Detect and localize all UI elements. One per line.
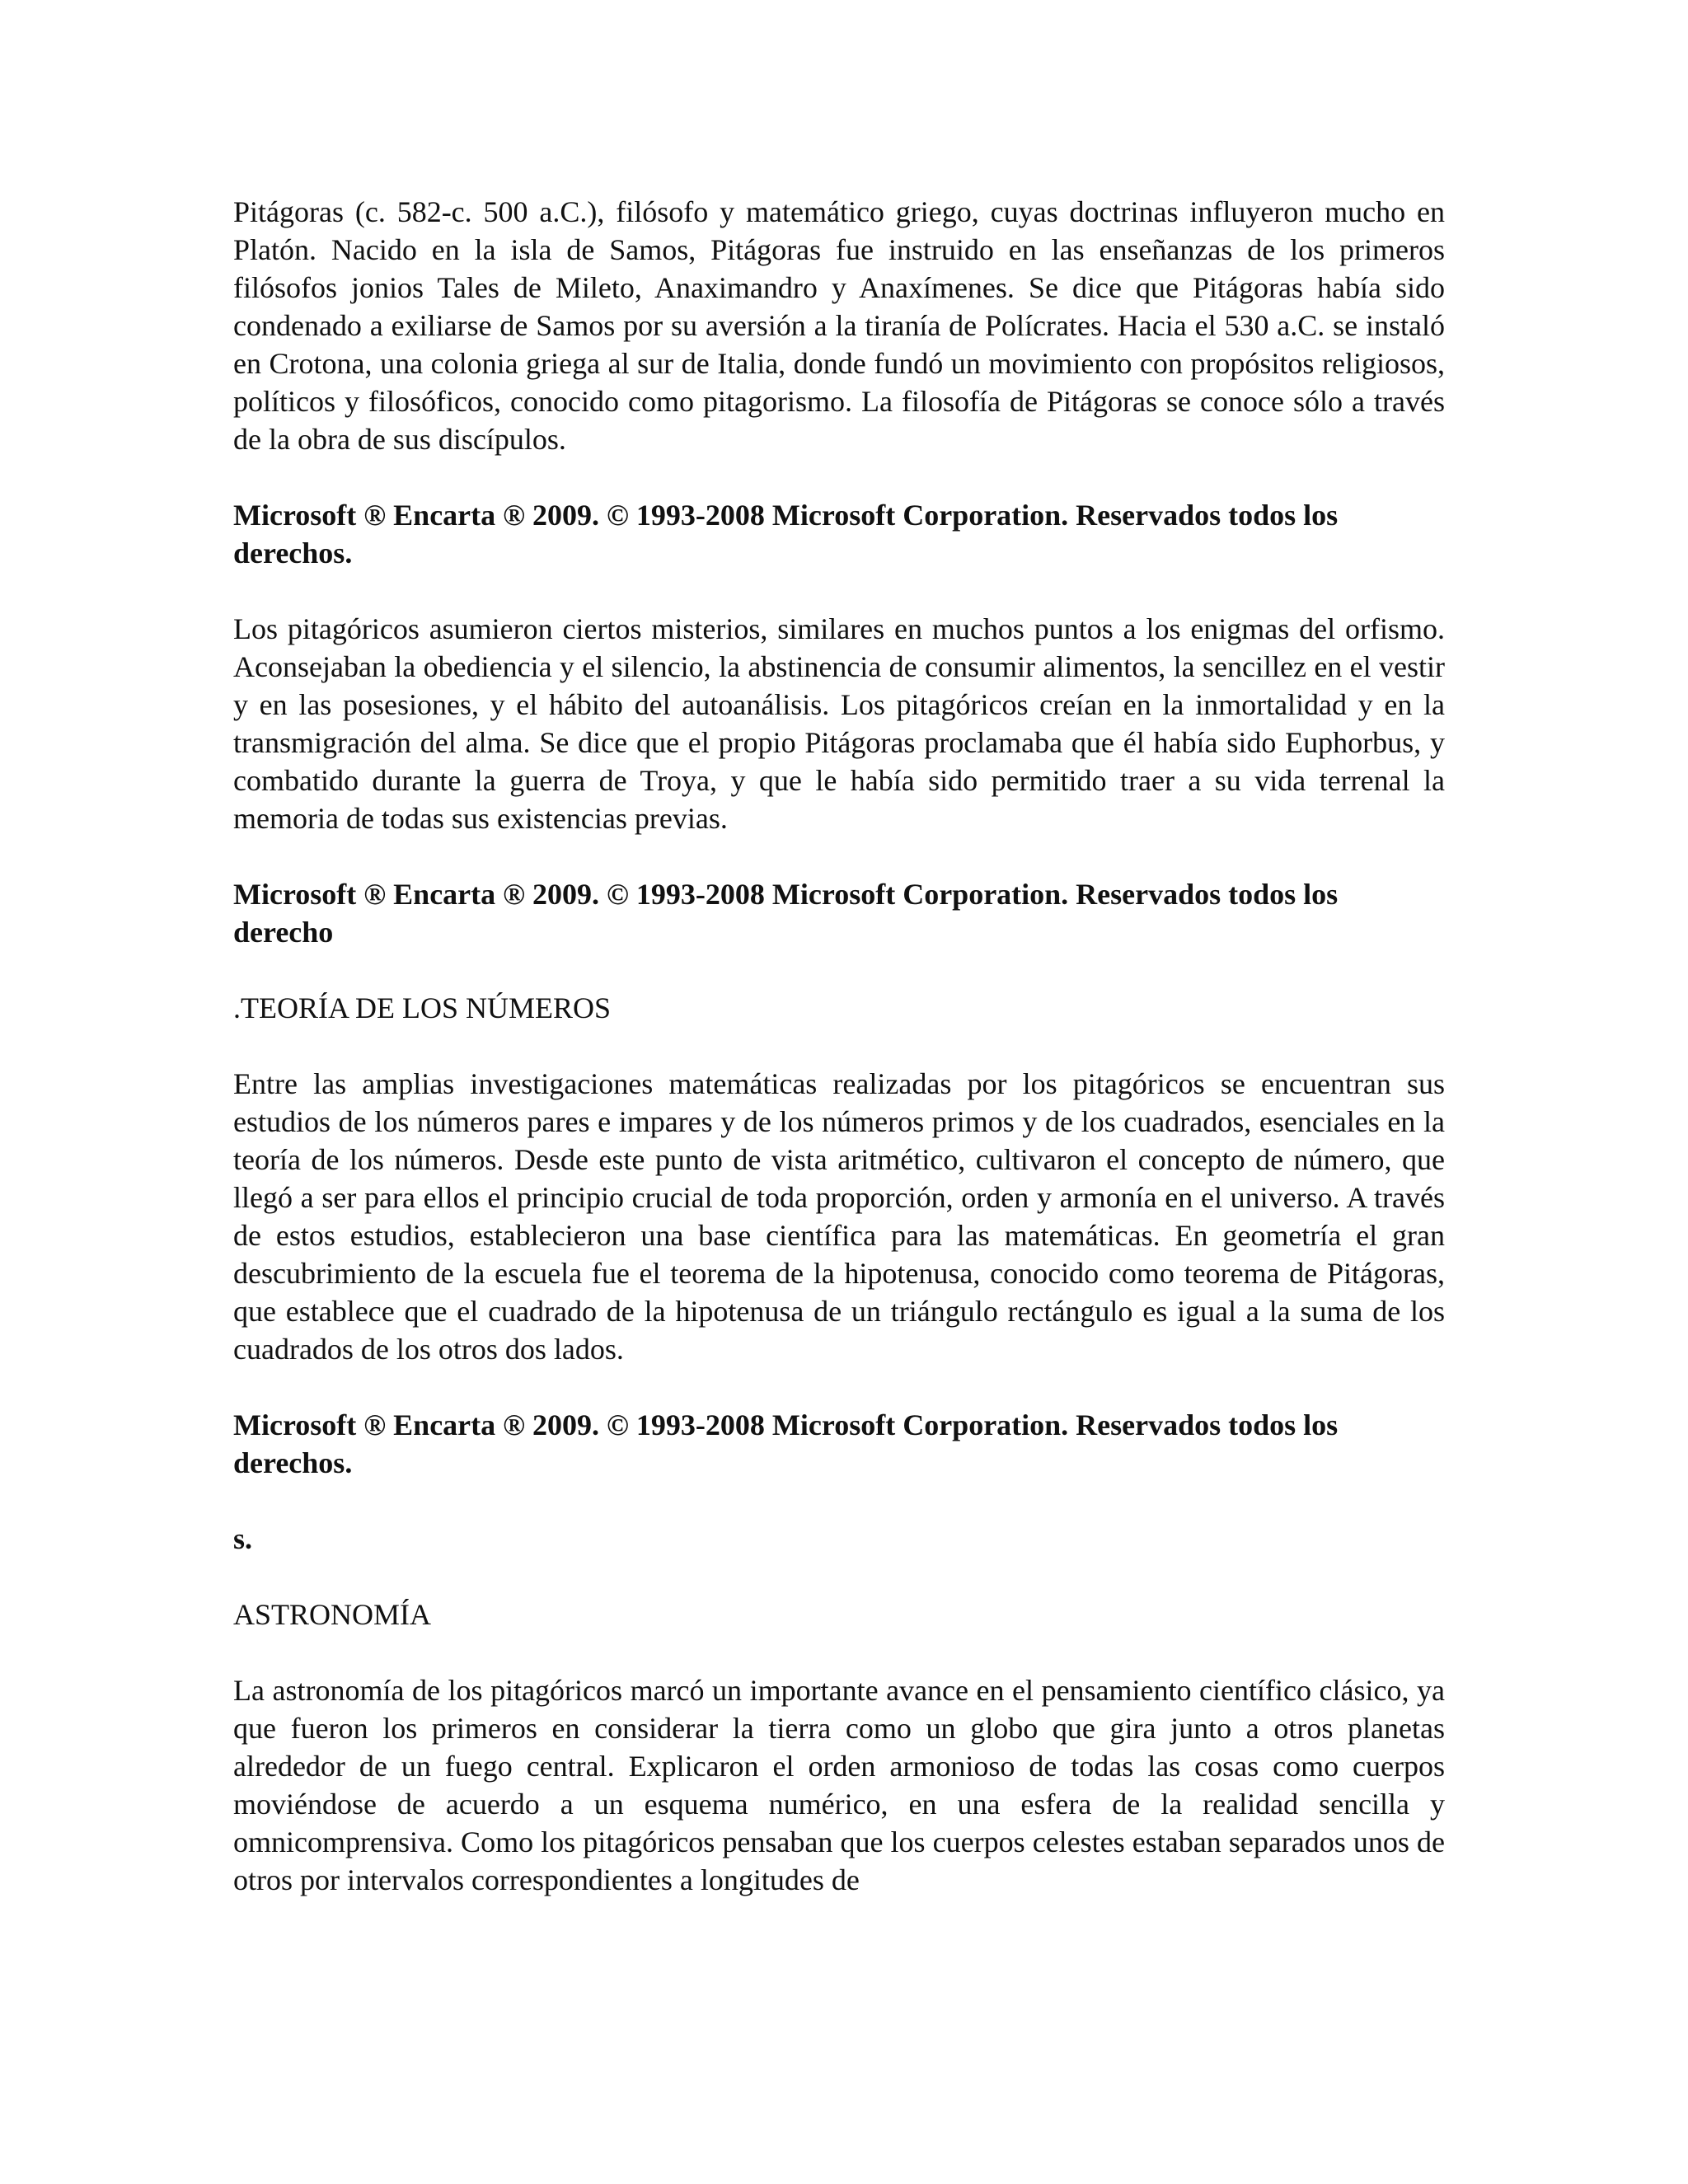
paragraph-astronomia: La astronomía de los pitagóricos marcó un importante avance en el pensamiento científico clásico, ya que fueron los primeros en considerar la tierra como un globo que gira junto a otros planetas alrededor de un fuego central. Explicaron el orden armonioso de todas las cosas como cuerpos moviéndose de acuerdo a un esquema numérico, en una esfera de la realidad sencilla y omnicomprensiva. Como los pitagóricos pensaban que los cuerpos celestes estaban separados unos de otros por intervalos correspondientes a longitudes de <box>233 1674 1445 1896</box>
paragraph-teoria-numeros: Entre las amplias investigaciones matemáticas realizadas por los pitagóricos se encuentran sus estudios de los números pares e impares y de los números primos y de los cuadrados, esenciales en la teoría de los números. Desde este punto de vista aritmético, cultivaron el concepto de número, que llegó a ser para ellos el principio crucial de toda proporción, orden y armonía en el universo. A través de estos estudios, establecieron una base científica para las matemáticas. En geometría el gran descubrimiento de la escuela fue el teorema de la hipotenusa, conocido como teorema de Pitágoras, que establece que el cuadrado de la hipotenusa de un triángulo rectángulo es igual a la suma de los cuadrados de los otros dos lados. <box>233 1067 1445 1366</box>
section-heading-astronomia: ASTRONOMÍA <box>233 1598 432 1631</box>
paragraph-pitagoras-bio: Pitágoras (c. 582-c. 500 a.C.), filósofo y matemático griego, cuyas doctrinas influyeron mucho en Platón. Nacido en la isla de Samos, Pitágoras fue instruido en las enseñanzas de los primeros filósofos jonios Tales de Mileto, Anaximandro y Anaxímenes. Se dice que Pitágoras había sido condenado a exiliarse de Samos por su aversión a la tiranía de Polícrates. Hacia el 530 a.C. se instaló en Crotona, una colonia griega al sur de Italia, donde fundó un movimiento con propósitos religiosos, políticos y filosóficos, conocido como pitagorismo. La filosofía de Pitágoras se conoce sólo a través de la obra de sus discípulos. <box>233 195 1445 456</box>
encarta-credit: Microsoft ® Encarta ® 2009. © 1993-2008 Microsoft Corporation. Reservados todos los derecho <box>233 878 1339 949</box>
encarta-credit: Microsoft ® Encarta ® 2009. © 1993-2008 Microsoft Corporation. Reservados todos los derechos. <box>233 1408 1339 1479</box>
encarta-credit: Microsoft ® Encarta ® 2009. © 1993-2008 Microsoft Corporation. Reservados todos los derechos. <box>233 499 1339 569</box>
document-body <box>233 193 1445 1937</box>
section-heading-numeros: .TEORÍA DE LOS NÚMEROS <box>233 991 612 1024</box>
paragraph-pitagoricos-misterios: Los pitagóricos asumieron ciertos misterios, similares en muchos puntos a los enigmas del orfismo. Aconsejaban la obediencia y el silencio, la abstinencia de consumir alimentos, la sencillez en el vestir y en las posesiones, y el hábito del autoanálisis. Los pitagóricos creían en la inmortalidad y en la transmigración del alma. Se dice que el propio Pitágoras proclamaba que él había sido Euphorbus, y combatido durante la guerra de Troya, y que le había sido permitido traer a su vida terrenal la memoria de todas sus existencias previas. <box>233 612 1445 835</box>
text-fragment: s. <box>233 1522 253 1555</box>
